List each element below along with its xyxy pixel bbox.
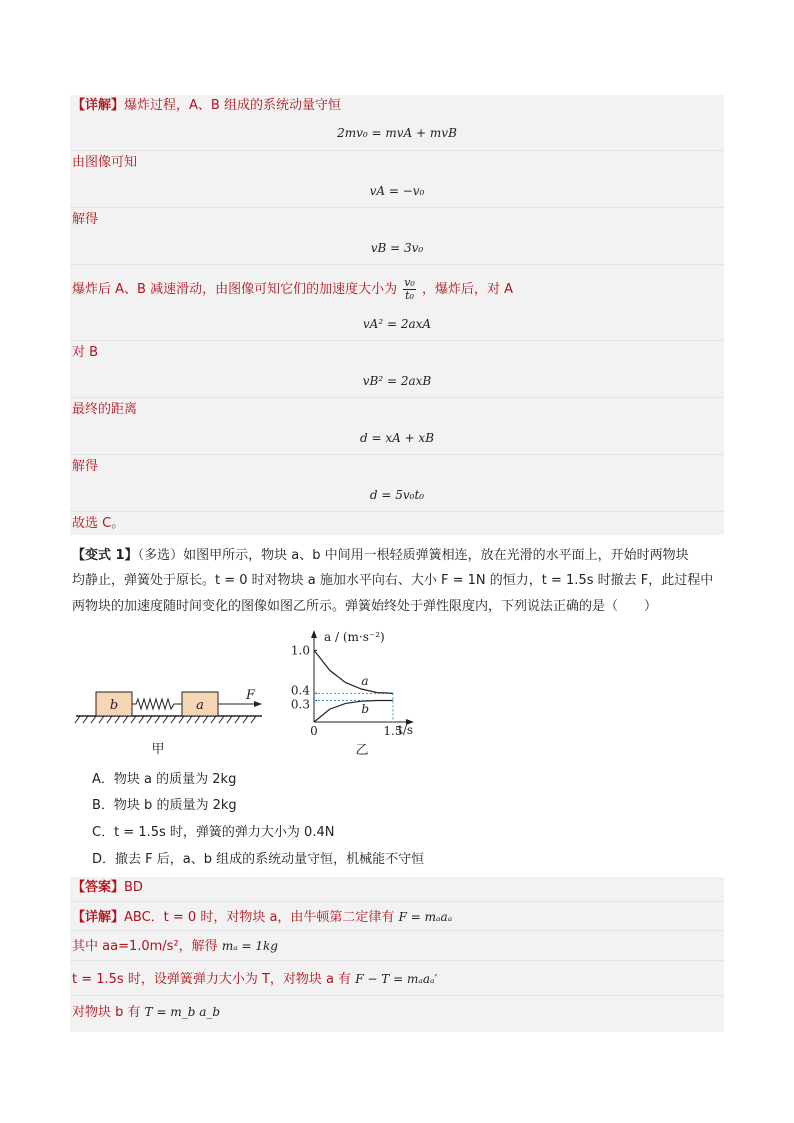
separator — [70, 901, 724, 902]
detail-intro: 爆炸过程，A、B 组成的系统动量守恒 — [124, 98, 341, 113]
detail-line-5: 对 B — [72, 345, 99, 360]
answer-tag: 【答案】 — [72, 880, 125, 895]
series-b-label: b — [361, 702, 370, 717]
detail-line-7: 解得 — [72, 459, 99, 474]
x-tick-label: 1.5 — [383, 724, 403, 738]
series-a-label: a — [361, 674, 369, 689]
separator — [70, 264, 724, 265]
equation-vb: vB = 3v₀ — [370, 241, 424, 255]
figure-jia — [72, 686, 272, 766]
option-d-text: 撤去 F 后，a、b 组成的系统动量守恒，机械能不守恒 — [115, 852, 425, 867]
question-text-1: 如图甲所示，物块 a、b 中间用一根轻质弹簧相连，放在光滑的水平面上，开始时两物块 — [183, 548, 689, 563]
detail-line-2: 由图像可知 — [72, 155, 138, 170]
force-arrowhead — [254, 701, 262, 707]
detail-line-4-a: 爆炸后 A、B 减速滑动，由图像可知它们的加速度大小为 — [72, 282, 398, 297]
question-type: （多选） — [137, 548, 184, 563]
separator — [70, 960, 724, 961]
answer-line — [72, 879, 143, 897]
detail2-line-2 — [72, 937, 278, 956]
equation-result: d = 5v₀t₀ — [369, 488, 425, 502]
figure-yi-caption: 乙 — [355, 743, 369, 758]
fraction-numerator: v₀ — [404, 276, 415, 289]
option-b-letter: B． — [92, 798, 114, 813]
detail2-tag: 【详解】 — [72, 910, 125, 925]
detail2-eq-4: T = m_b a_b — [144, 1005, 221, 1019]
equation-momentum: 2mv₀ = mvA + mvB — [337, 126, 457, 140]
ground-hatch — [75, 716, 256, 723]
spring — [132, 699, 182, 709]
detail2-text-3: t = 1.5s 时，设弹簧弹力大小为 T，对物块 a 有 — [72, 972, 352, 987]
separator — [70, 454, 724, 455]
detail2-line-4 — [72, 1003, 220, 1022]
series-b-line — [314, 701, 393, 723]
separator — [70, 995, 724, 996]
option-c-text: t = 1.5s 时，弹簧的弹力大小为 0.4N — [114, 825, 335, 840]
answer-value: BD — [124, 880, 143, 895]
detail2-eq-2: mₐ = 1kg — [221, 939, 278, 953]
series-a-line — [314, 650, 393, 693]
detail2-eq-3: F − T = mₐaₐ′ — [355, 972, 438, 986]
block-a-label: a — [196, 698, 204, 713]
option-d[interactable] — [92, 851, 424, 869]
y-tick-label: 0.4 — [290, 683, 310, 698]
detail-line-3: 解得 — [72, 212, 99, 227]
separator — [70, 511, 724, 512]
figure-jia-caption: 甲 — [151, 742, 165, 757]
question-line-2: 均静止，弹簧处于原长。t = 0 时对物块 a 施加水平向右、大小 F = 1N 的恒力，t = 1.5s 时撤去 F，此过程中 — [72, 573, 714, 588]
option-b[interactable] — [92, 797, 237, 815]
fraction — [403, 277, 416, 302]
detail-line-8: 故选 C。 — [72, 516, 125, 531]
option-a[interactable] — [92, 771, 236, 789]
question-tag: 【变式 1】 — [72, 548, 138, 563]
option-a-letter: A． — [92, 772, 114, 787]
detail-line-1 — [72, 97, 341, 115]
separator — [70, 397, 724, 398]
separator — [70, 207, 724, 208]
figure-yi-chart — [282, 626, 422, 760]
equation-va: vA = −v₀ — [369, 184, 425, 198]
separator — [70, 340, 724, 341]
separator — [70, 150, 724, 151]
detail2-text-2: 其中 aa=1.0m/s²，解得 — [72, 939, 218, 954]
equation-a-kinematics: vA² = 2axA — [362, 317, 432, 331]
detail2-eq-1: F = mₐaₐ — [398, 910, 453, 924]
detail-tag: 【详解】 — [72, 98, 125, 113]
equation-b-kinematics: vB² = 2axB — [362, 374, 432, 388]
detail-line-4-b: ，爆炸后，对 A — [421, 282, 514, 297]
y-axis-label: a / (m·s⁻²) — [324, 630, 385, 644]
y-axis-arrowhead — [311, 630, 317, 638]
option-b-text: 物块 b 的质量为 2kg — [113, 798, 237, 813]
option-d-letter: D． — [92, 852, 116, 867]
x-tick-label: 0 — [310, 724, 318, 738]
block-b-label: b — [109, 698, 119, 713]
detail2-text-4: 对物块 b 有 — [72, 1005, 141, 1020]
detail2-text-1: ABC．t = 0 时，对物块 a，由牛顿第二定律有 — [124, 910, 395, 925]
detail-line-6: 最终的距离 — [72, 402, 138, 417]
y-tick-label: 1.0 — [290, 643, 310, 658]
x-axis-label: t/s — [398, 723, 414, 737]
question-line-1 — [72, 547, 689, 565]
question-line-3: 两物块的加速度随时间变化的图像如图乙所示。弹簧始终处于弹性限度内，下列说法正确的是（ ） — [72, 599, 658, 614]
equation-distance: d = xA + xB — [359, 431, 435, 445]
force-label: F — [246, 688, 256, 703]
fraction-denominator: t₀ — [405, 289, 414, 302]
separator — [70, 930, 724, 931]
option-c[interactable] — [92, 824, 334, 842]
option-a-text: 物块 a 的质量为 2kg — [113, 772, 237, 787]
detail2-line-1 — [72, 908, 452, 927]
detail-line-4 — [72, 277, 513, 302]
y-tick-label: 0.3 — [290, 697, 310, 712]
solution-background-1 — [70, 95, 724, 535]
option-c-letter: C． — [92, 825, 115, 840]
detail2-line-3 — [72, 970, 437, 989]
